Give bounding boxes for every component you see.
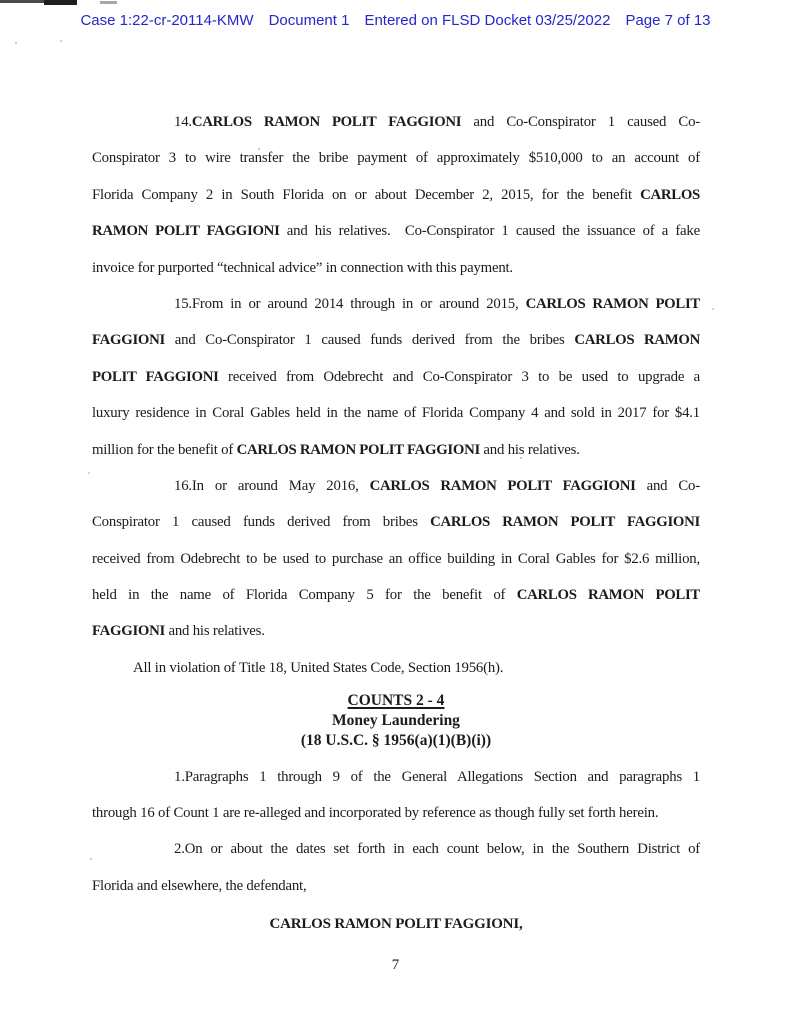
scan-speck	[88, 472, 90, 474]
text-line	[92, 577, 700, 613]
scan-artifact	[100, 1, 117, 4]
text-line	[92, 468, 700, 504]
text-run: On or about the dates set forth in each count below, in the Southern District of	[184, 841, 700, 858]
count-paragraph-2	[92, 831, 700, 904]
text-line	[92, 213, 700, 249]
text-line	[92, 831, 700, 867]
counts-heading	[92, 691, 700, 750]
text-line	[92, 759, 700, 795]
text-run: Conspirator 3 to wire transfer the bribe payment of approximately $510,000 to an account of	[92, 150, 700, 167]
text-line	[92, 613, 700, 649]
count-paragraphs	[92, 759, 700, 905]
case-docket-header	[0, 12, 791, 29]
text-run: and Co-Conspirator 1 caused funds derived from the bribes	[164, 332, 575, 349]
text-run: invoice for purported “technical advice” in connection with this payment.	[92, 259, 513, 276]
text-run: Paragraphs 1 through 9 of the General Allegations Section and paragraphs 1	[184, 768, 700, 785]
text-run: million for the benefit of	[92, 441, 237, 458]
defendant-name-bold-run: FAGGIONI	[92, 332, 165, 349]
page-number: 7	[391, 957, 400, 973]
paragraph-number: 16.	[174, 477, 192, 494]
defendant-name-bold-run: CARLOS RAMON POLIT	[516, 587, 700, 604]
scan-artifact	[0, 0, 44, 3]
text-line	[92, 359, 700, 395]
text-line	[92, 541, 700, 577]
defendant-name-bold-run: CARLOS RAMON POLIT FAGGIONI	[191, 114, 462, 130]
page-of-pages: Page 7 of 13	[625, 12, 711, 29]
defendant-name-line: CARLOS RAMON POLIT FAGGIONI,	[269, 916, 523, 933]
paragraph-16	[92, 468, 700, 650]
text-line	[92, 395, 700, 431]
counts-title: COUNTS 2 - 4	[347, 692, 445, 710]
text-line	[92, 250, 700, 286]
defendant-name-bold-run: CARLOS RAMON POLIT FAGGIONI	[430, 514, 700, 531]
defendant-name-bold-run: CARLOS RAMON POLIT FAGGIONI	[369, 477, 636, 494]
defendant-name-bold-run: CARLOS	[640, 186, 700, 203]
text-run: received from Odebrecht to be used to purchase an office building in Coral Gables for $2.6 million,	[92, 550, 700, 567]
paragraph-number: 14.	[174, 114, 192, 130]
text-run: Florida Company 2 in South Florida on or about December 2, 2015, for the benefit	[92, 186, 641, 203]
text-line	[92, 432, 700, 468]
scan-artifact	[44, 0, 77, 5]
counts-subtitle: Money Laundering	[332, 712, 460, 730]
document-number: Document 1	[268, 12, 350, 29]
text-run: All in violation of Title 18, United States Code, Section 1956(h).	[133, 659, 504, 676]
text-run: Conspirator 1 caused funds derived from bribes	[92, 514, 431, 531]
text-line	[92, 322, 700, 358]
text-line	[92, 104, 700, 140]
defendant-name-bold-run: POLIT FAGGIONI	[92, 368, 219, 385]
text-line	[92, 868, 700, 904]
scan-speck	[60, 40, 62, 42]
text-line	[92, 286, 700, 322]
docket-entry-date: Entered on FLSD Docket 03/25/2022	[364, 12, 611, 29]
scan-speck	[712, 308, 714, 310]
paragraph-14	[92, 104, 700, 286]
defendant-name-bold-run: CARLOS RAMON	[574, 332, 700, 349]
case-number: Case 1:22-cr-20114-KMW	[80, 12, 254, 29]
defendant-name-bold-run: FAGGIONI	[92, 623, 165, 640]
document-body	[92, 104, 700, 943]
text-run: through 16 of Count 1 are re-alleged and incorporated by reference as though fully set forth herein.	[92, 805, 659, 822]
paragraph-number: 1.	[174, 768, 185, 785]
text-run: and Co-Conspirator 1 caused Co-	[461, 114, 700, 130]
text-run: and Co-	[635, 477, 700, 494]
text-run: and his relatives.	[479, 441, 580, 458]
text-run: received from Odebrecht and Co-Conspirator 3 to be used to upgrade a	[218, 368, 700, 385]
text-run: and his relatives.	[164, 623, 265, 640]
text-line	[92, 504, 700, 540]
text-run: From in or around 2014 through in or around 2015,	[191, 295, 526, 312]
scan-speck	[15, 42, 17, 44]
defendant-name-bold-run: CARLOS RAMON POLIT FAGGIONI	[236, 441, 480, 458]
text-run: In or around May 2016,	[191, 477, 370, 494]
text-line	[92, 177, 700, 213]
text-run: and his relatives. Co-Conspirator 1 caused the issuance of a fake	[279, 223, 700, 240]
text-line	[92, 795, 700, 831]
paragraph-number: 2.	[174, 841, 185, 858]
defendant-name-bold-run: CARLOS RAMON POLIT	[525, 295, 700, 312]
text-line	[92, 650, 700, 686]
violation-paragraph	[92, 650, 700, 686]
text-run: Florida and elsewhere, the defendant,	[92, 877, 307, 894]
paragraph-number: 15.	[174, 295, 192, 312]
defendant-name-bold-run: RAMON POLIT FAGGIONI	[92, 223, 280, 240]
paragraph-15	[92, 286, 700, 468]
text-run: held in the name of Florida Company 5 for the benefit of	[92, 587, 517, 604]
counts-statute: (18 U.S.C. § 1956(a)(1)(B)(i))	[300, 731, 492, 749]
text-line	[92, 140, 700, 176]
text-run: luxury residence in Coral Gables held in the name of Florida Company 4 and sold in 2017 for $4.1	[92, 405, 700, 422]
count-paragraph-1	[92, 759, 700, 832]
